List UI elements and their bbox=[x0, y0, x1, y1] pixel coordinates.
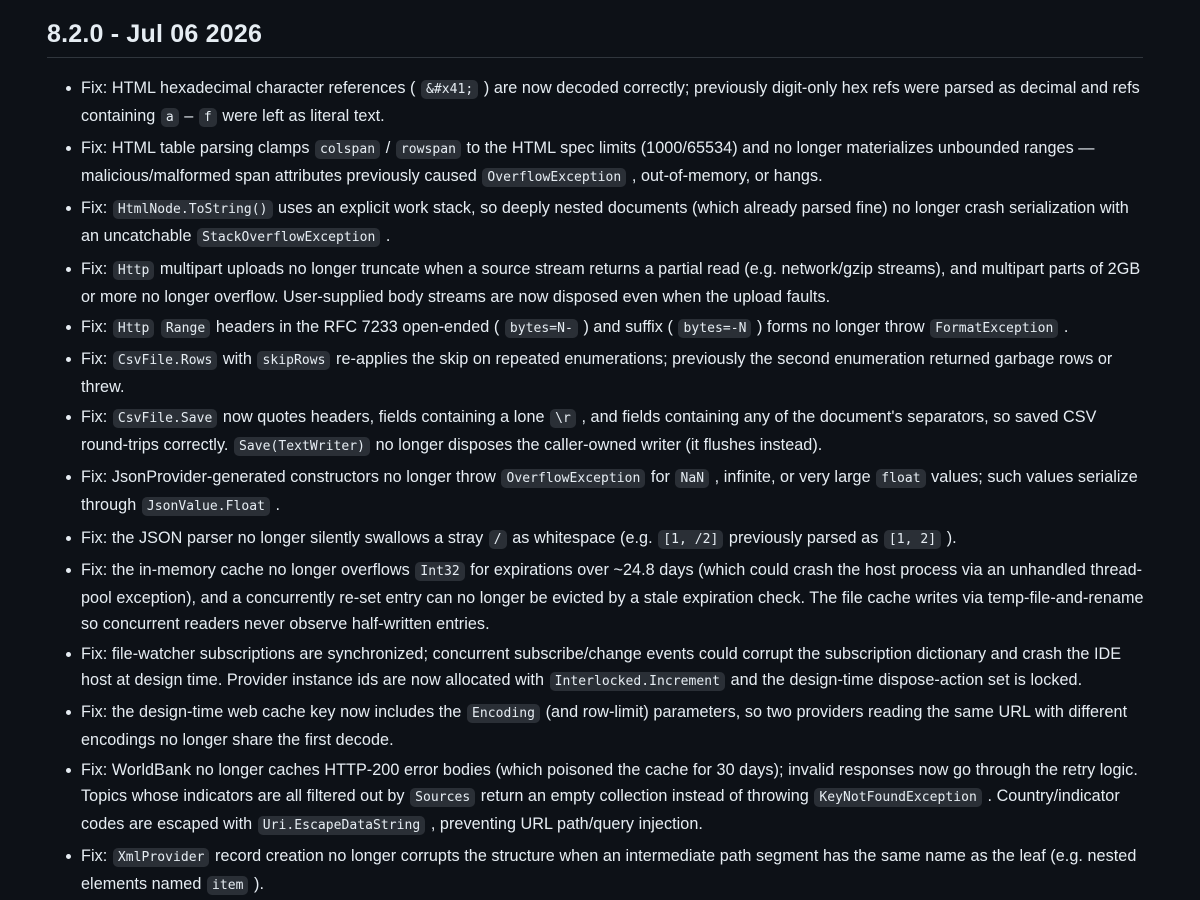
inline-code: OverflowException bbox=[482, 168, 626, 187]
item-text: (and row-limit) parameters, so two providers reading the same URL with different encodings no longer share the first decode. bbox=[81, 703, 1128, 750]
item-text: , preventing URL path/query injection. bbox=[426, 815, 703, 834]
item-text: no longer disposes the caller-owned writer (it flushes instead). bbox=[371, 436, 823, 455]
item-text: Fix: bbox=[81, 199, 112, 218]
changelog-item bbox=[81, 404, 1146, 460]
inline-code: bytes=-N bbox=[678, 319, 751, 338]
changelog-item bbox=[81, 757, 1146, 839]
inline-code: Range bbox=[161, 319, 210, 338]
item-text: . Country/indicator codes are escaped with bbox=[81, 787, 1120, 834]
item-text: multipart uploads no longer truncate when a source stream returns a partial read (e.g. network/gzip streams), and multipart parts of 2GB or more no longer overflow. User-supplied body streams are now disposed even when the upload faults. bbox=[81, 259, 1141, 306]
item-text: . bbox=[381, 227, 391, 246]
item-text: to the HTML spec limits (1000/65534) and no longer materializes unbounded ranges — malicious/malformed span attributes previously caused bbox=[81, 139, 1095, 186]
item-text: – bbox=[179, 107, 198, 125]
item-text: . bbox=[270, 496, 281, 515]
inline-code: colspan bbox=[315, 140, 380, 159]
inline-code: KeyNotFoundException bbox=[814, 788, 982, 807]
item-text: Fix: the in-memory cache no longer overflows bbox=[81, 560, 415, 579]
inline-code: OverflowException bbox=[501, 469, 645, 488]
changelog-item bbox=[81, 641, 1146, 695]
item-text: Fix: WorldBank no longer caches HTTP-200 error bodies (which poisoned the cache for 30 days); invalid responses now go through the retry logic. Topics whose indicators are all filtered out by bbox=[81, 761, 1138, 806]
item-text: Fix: file-watcher subscriptions are synchronized; concurrent subscribe/change events could corrupt the subscription dictionary and crash the IDE host at design time. Provider instance ids are now allocated with bbox=[81, 644, 1122, 689]
inline-code: StackOverflowException bbox=[197, 228, 380, 247]
item-text: Fix: the design-time web cache key now includes the bbox=[81, 703, 466, 722]
item-text: . bbox=[1059, 317, 1069, 336]
inline-code: a bbox=[161, 108, 179, 127]
inline-code: &#x41; bbox=[421, 80, 478, 99]
inline-code: / bbox=[489, 530, 507, 549]
inline-code: float bbox=[876, 469, 925, 488]
item-text: , out-of-memory, or hangs. bbox=[627, 167, 823, 186]
inline-code: item bbox=[207, 876, 249, 895]
inline-code: Encoding bbox=[467, 704, 540, 723]
item-text: Fix: bbox=[81, 408, 112, 427]
item-text: for bbox=[646, 468, 675, 487]
changelog-item bbox=[81, 346, 1146, 400]
item-text: ). bbox=[249, 875, 264, 894]
inline-code: NaN bbox=[675, 469, 709, 488]
item-text: Fix: HTML hexadecimal character references ( bbox=[81, 79, 421, 97]
inline-code: [1, /2] bbox=[658, 530, 723, 549]
inline-code: bytes=N- bbox=[505, 319, 578, 338]
item-text: ). bbox=[942, 528, 957, 547]
changelog-item bbox=[81, 195, 1146, 251]
item-text: , and fields containing any of the document's separators, so saved CSV round-trips correctly. bbox=[81, 408, 1097, 455]
changelog-item bbox=[81, 75, 1146, 131]
item-text: , infinite, or very large bbox=[710, 468, 876, 487]
inline-code: Http bbox=[113, 319, 155, 338]
inline-code: rowspan bbox=[396, 140, 461, 159]
inline-code: Sources bbox=[410, 788, 475, 807]
item-text: ) forms no longer throw bbox=[752, 317, 930, 336]
item-text: Fix: bbox=[81, 847, 112, 866]
changelog-item bbox=[81, 256, 1146, 310]
item-text: re-applies the skip on repeated enumerations; previously the second enumeration returned garbage rows or threw. bbox=[81, 349, 1113, 396]
item-text: return an empty collection instead of throwing bbox=[476, 787, 814, 806]
item-text: headers in the RFC 7233 open-ended ( bbox=[211, 317, 504, 336]
item-text: Fix: HTML table parsing clamps bbox=[81, 139, 315, 158]
item-text: ) are now decoded correctly; previously digit-only hex refs were parsed as decimal and refs containing bbox=[81, 79, 1140, 125]
inline-code: CsvFile.Save bbox=[113, 409, 218, 428]
inline-code: Http bbox=[113, 261, 155, 280]
changelog-item bbox=[81, 525, 1146, 553]
inline-code: JsonValue.Float bbox=[142, 497, 270, 516]
item-text: ) and suffix ( bbox=[578, 317, 678, 336]
item-text: values; such values serialize through bbox=[81, 468, 1138, 515]
item-text: Fix: bbox=[81, 349, 112, 368]
changelog-item bbox=[81, 843, 1146, 899]
item-text: were left as literal text. bbox=[217, 107, 385, 125]
inline-code: Int32 bbox=[415, 562, 464, 581]
inline-code: Uri.EscapeDataString bbox=[258, 816, 426, 835]
release-heading: 8.2.0 - Jul 06 2026 bbox=[47, 14, 1143, 58]
item-text: with bbox=[218, 349, 257, 368]
inline-code: Interlocked.Increment bbox=[550, 672, 725, 691]
item-text: Fix: the JSON parser no longer silently swallows a stray bbox=[81, 528, 488, 547]
inline-code: Save(TextWriter) bbox=[234, 437, 370, 456]
changelog-list bbox=[47, 75, 1146, 899]
item-text: Fix: JsonProvider-generated constructors no longer throw bbox=[81, 468, 501, 487]
inline-code: skipRows bbox=[257, 351, 330, 370]
inline-code: FormatException bbox=[930, 319, 1058, 338]
item-text: for expirations over ~24.8 days (which could crash the host process via an unhandled thread-pool exception), and a concurrently re-set entry can no longer be evicted by a stale expiration check. The file cache writes via temp-file-and-rename so concurrent readers never observe half-written entries. bbox=[81, 560, 1144, 633]
inline-code: HtmlNode.ToString() bbox=[113, 200, 273, 219]
item-text: Fix: bbox=[81, 259, 112, 278]
item-text: as whitespace (e.g. bbox=[507, 528, 658, 547]
inline-code: \r bbox=[550, 409, 576, 428]
changelog-item bbox=[81, 135, 1146, 191]
item-text: / bbox=[381, 139, 395, 158]
changelog-item bbox=[81, 464, 1146, 520]
item-text: Fix: bbox=[81, 317, 112, 336]
inline-code: [1, 2] bbox=[884, 530, 941, 549]
inline-code: CsvFile.Rows bbox=[113, 351, 218, 370]
changelog-item bbox=[81, 314, 1146, 342]
item-text: uses an explicit work stack, so deeply nested documents (which already parsed fine) no longer crash serialization with an uncatchable bbox=[81, 199, 1129, 246]
changelog-item bbox=[81, 557, 1146, 637]
inline-code: XmlProvider bbox=[113, 848, 210, 867]
item-text bbox=[155, 318, 160, 336]
item-text: previously parsed as bbox=[724, 528, 883, 547]
item-text: now quotes headers, fields containing a lone bbox=[218, 408, 550, 427]
changelog-item bbox=[81, 699, 1146, 753]
item-text: and the design-time dispose-action set is locked. bbox=[726, 670, 1083, 689]
inline-code: f bbox=[199, 108, 217, 127]
item-text: record creation no longer corrupts the structure when an intermediate path segment has the same name as the leaf (e.g. nested elements named bbox=[81, 847, 1137, 894]
